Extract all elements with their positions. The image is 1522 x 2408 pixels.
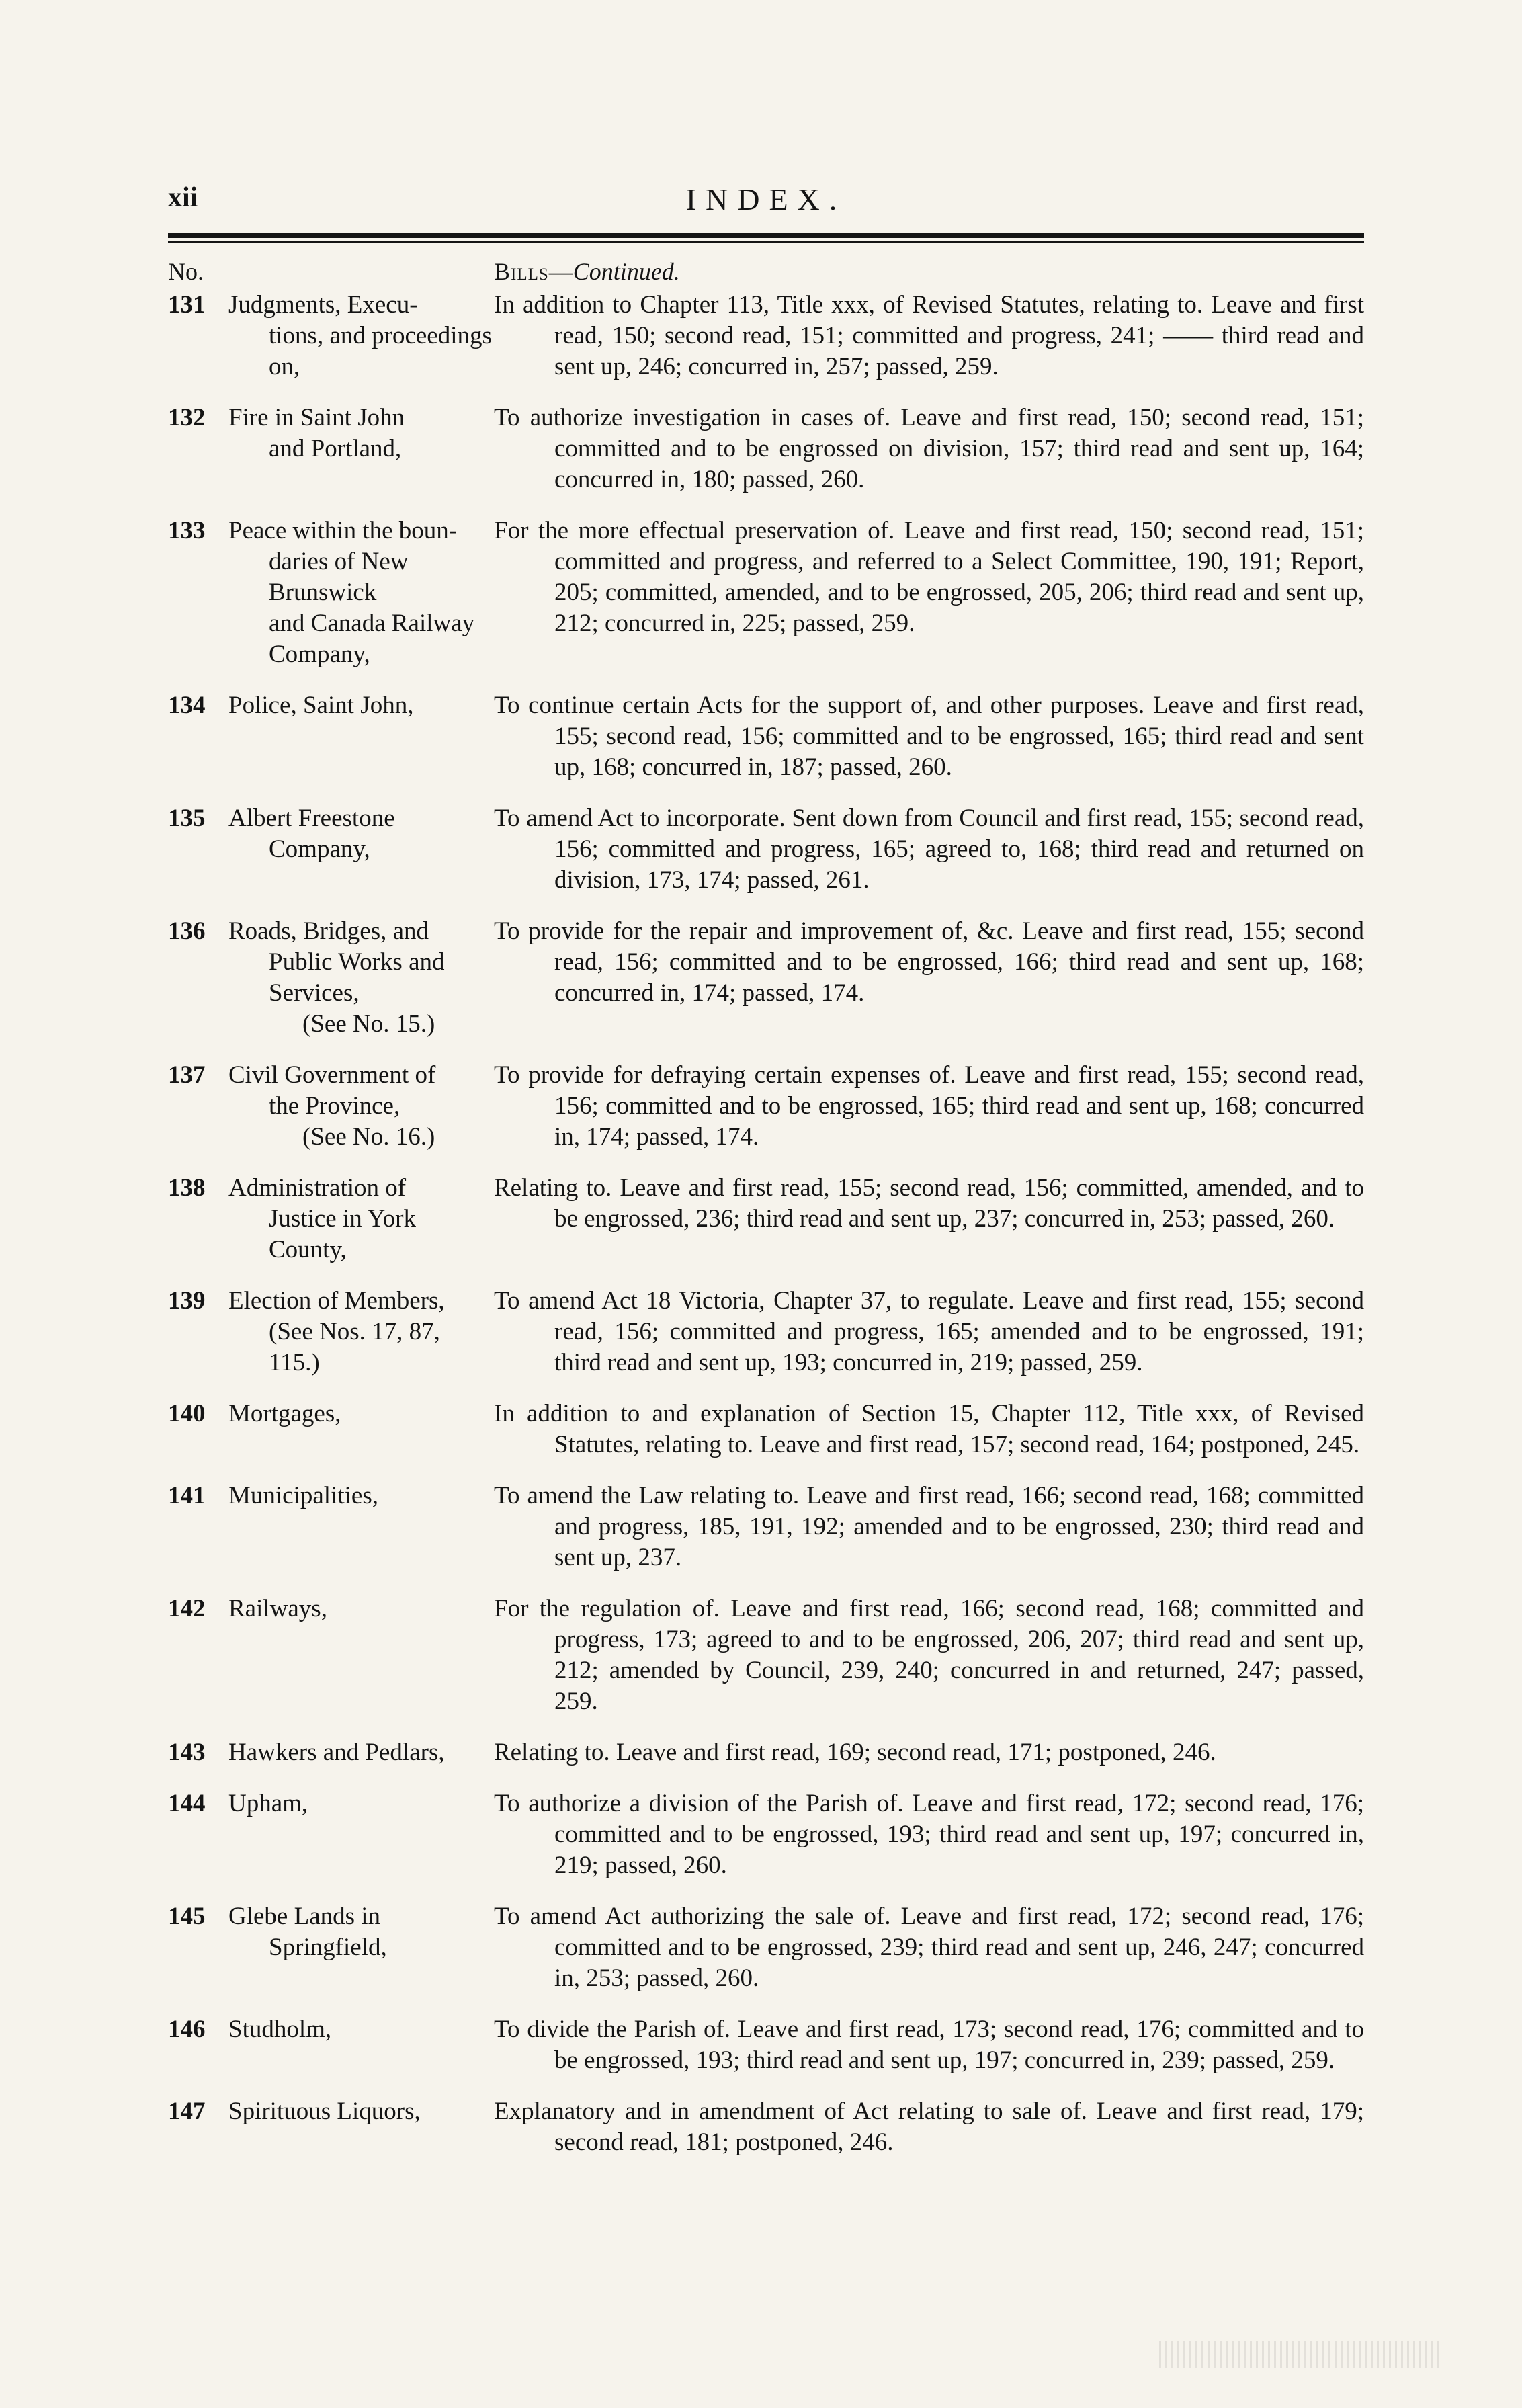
scan-artifact (1159, 2341, 1441, 2368)
bill-subject (228, 916, 494, 1040)
page-number: xii (168, 182, 198, 213)
bill-number: 132 (168, 404, 206, 431)
bill-number: 141 (168, 1482, 206, 1509)
bill-number: 144 (168, 1790, 206, 1817)
bill-subject-line: Railways, (228, 1595, 327, 1622)
bill-proceedings: To amend Act to incorporate. Sent down from Council and first read, 155; second read, 156; committed and progress, 165; agreed to, 168; third read and returned on division, 173, 174; passed, 261. (494, 804, 1364, 894)
bills-label: Bills (494, 258, 549, 285)
bill-subject-line: (See No. 15.) (302, 1010, 435, 1038)
bill-subject-line: Election of Members, (228, 1287, 445, 1315)
bill-proceedings: For the more effectual preservation of. Leave and first read, 150; second read, 151; committed and progress, and referred to a Select Committee, 190, 191; Report, 205; committed, amended, and to be engrossed, 205, 206; third read and sent up, 212; concurred in, 225; passed, 259. (494, 517, 1364, 637)
bill-entries-list (168, 290, 1364, 2158)
bill-subject (228, 1173, 494, 1265)
bill-subject (228, 515, 494, 670)
bill-entry (168, 1173, 1364, 1265)
index-page (168, 181, 1364, 2178)
bill-subject-line: Municipalities, (228, 1482, 378, 1509)
bill-entry (168, 1481, 1364, 1573)
bill-number: 139 (168, 1287, 206, 1315)
bill-subject-line: Company, (269, 835, 370, 863)
column-bills-heading: Bills—Continued. (494, 258, 680, 285)
bill-proceedings: To provide for defraying certain expenses of. Leave and first read, 155; second read, 156; committed and to be engrossed, 165; third read and sent up, 168; concurred in, 174; passed, 174. (494, 1061, 1364, 1151)
bill-subject-line: and Portland, (269, 435, 402, 462)
bill-subject-line: Police, Saint John, (228, 692, 414, 719)
bill-subject (228, 1286, 494, 1378)
column-headings (168, 252, 1364, 290)
bill-entry (168, 515, 1364, 670)
continued-label: Continued. (573, 258, 680, 285)
bill-number: 134 (168, 692, 206, 719)
bill-subject (228, 803, 494, 896)
bill-subject (228, 2096, 494, 2158)
bill-number: 138 (168, 1174, 206, 1202)
bill-number: 147 (168, 2098, 206, 2125)
bill-subject-line: Peace within the boun- (228, 517, 458, 544)
bill-entry (168, 403, 1364, 495)
bill-subject-line: the Province, (269, 1092, 400, 1120)
bill-number: 137 (168, 1061, 206, 1089)
bill-entry (168, 803, 1364, 896)
bill-entry (168, 2014, 1364, 2076)
bill-entry (168, 1788, 1364, 1881)
bill-entry (168, 2096, 1364, 2158)
bill-subject-line: Studholm, (228, 2016, 332, 2043)
bill-proceedings: To divide the Parish of. Leave and first read, 173; second read, 176; committed and to be engrossed, 193; third read and sent up, 197; concurred in, 239; passed, 259. (494, 2016, 1364, 2074)
bill-subject-line: Spirituous Liquors, (228, 2098, 421, 2125)
bill-subject (228, 2014, 494, 2076)
bill-subject (228, 690, 494, 783)
column-no-heading: No. (168, 258, 204, 285)
bill-subject (228, 1481, 494, 1573)
bill-subject (228, 1060, 494, 1153)
bill-proceedings: Explanatory and in amendment of Act relating to sale of. Leave and first read, 179; second read, 181; postponed, 246. (494, 2098, 1364, 2156)
bill-subject-line: Judgments, Execu- (228, 291, 418, 319)
bill-entry (168, 690, 1364, 783)
bill-number: 140 (168, 1400, 206, 1427)
bill-subject-line: Glebe Lands in (228, 1903, 381, 1930)
bill-number: 146 (168, 2016, 206, 2043)
bill-proceedings: For the regulation of. Leave and first read, 166; second read, 168; committed and progress, 173; agreed to and to be engrossed, 206, 207; third read and sent up, 212; amended by Council, 239, 240; concurred in and returned, 247; passed, 259. (494, 1595, 1364, 1715)
bill-proceedings: Relating to. Leave and first read, 155; second read, 156; committed, amended, and to be engrossed, 236; third read and sent up, 237; concurred in, 253; passed, 260. (494, 1174, 1364, 1233)
bill-proceedings: To authorize investigation in cases of. Leave and first read, 150; second read, 151; committed and to be engrossed on division, 157; third read and sent up, 164; concurred in, 180; passed, 260. (494, 404, 1364, 493)
bill-entry (168, 290, 1364, 382)
bill-number: 136 (168, 917, 206, 945)
bill-number: 135 (168, 804, 206, 832)
header-rule-thick (168, 233, 1364, 238)
bill-proceedings: To amend Act 18 Victoria, Chapter 37, to regulate. Leave and first read, 155; second read, 156; committed and progress, 165; amended and to be engrossed, 191; third read and sent up, 193; concurred in, 219; passed, 259. (494, 1287, 1364, 1376)
bill-proceedings: To provide for the repair and improvement of, &c. Leave and first read, 155; second read, 156; committed and to be engrossed, 166; third read and sent up, 168; concurred in, 174; passed, 174. (494, 917, 1364, 1007)
bill-subject-line: Civil Government of (228, 1061, 436, 1089)
bill-subject-line: Services, (269, 979, 360, 1007)
bill-subject (228, 403, 494, 495)
page-header (168, 181, 1364, 229)
bill-subject-line: Public Works and (269, 948, 445, 976)
page-title: INDEX. (685, 182, 847, 216)
bill-proceedings: In addition to and explanation of Section 15, Chapter 112, Title xxx, of Revised Statutes, relating to. Leave and first read, 157; second read, 164; postponed, 245. (494, 1400, 1364, 1458)
bill-subject-line: Hawkers and Pedlars, (228, 1739, 445, 1766)
bill-entry (168, 1060, 1364, 1153)
bill-subject-line: (See Nos. 17, 87, 115.) (269, 1318, 440, 1376)
bill-subject-line: Springfield, (269, 1934, 387, 1961)
bill-subject (228, 1901, 494, 1994)
bill-subject (228, 290, 494, 382)
bill-number: 143 (168, 1739, 206, 1766)
bill-entry (168, 916, 1364, 1040)
bill-subject (228, 1737, 494, 1768)
bill-proceedings: To authorize a division of the Parish of. Leave and first read, 172; second read, 176; committed and to be engrossed, 193; third read and sent up, 197; concurred in, 219; passed, 260. (494, 1790, 1364, 1879)
bill-entry (168, 1399, 1364, 1460)
bill-subject-line: Roads, Bridges, and (228, 917, 429, 945)
bill-subject-line: Upham, (228, 1790, 308, 1817)
bill-subject-line: Albert Freestone (228, 804, 395, 832)
bill-subject-line: Fire in Saint John (228, 404, 405, 431)
bill-proceedings: To amend the Law relating to. Leave and first read, 166; second read, 168; committed and progress, 185, 191, 192; amended and to be engrossed, 230; third read and sent up, 237. (494, 1482, 1364, 1571)
bill-number: 131 (168, 291, 206, 319)
bill-number: 145 (168, 1903, 206, 1930)
bill-subject-line: Justice in York County, (269, 1205, 416, 1263)
bill-subject-line: tions, and proceedings on, (269, 322, 492, 380)
bill-proceedings: To amend Act authorizing the sale of. Leave and first read, 172; second read, 176; committed and to be engrossed, 239; third read and sent up, 246, 247; concurred in, 253; passed, 260. (494, 1903, 1364, 1992)
bill-entry (168, 1286, 1364, 1378)
bill-subject-line: Administration of (228, 1174, 407, 1202)
bill-entry (168, 1593, 1364, 1717)
bill-entry (168, 1737, 1364, 1768)
bill-subject-line: Company, (269, 640, 370, 668)
bill-subject (228, 1399, 494, 1460)
bill-proceedings: To continue certain Acts for the support of, and other purposes. Leave and first read, 155; second read, 156; committed and to be engrossed, 165; third read and sent up, 168; concurred in, 187; passed, 260. (494, 692, 1364, 781)
bill-subject (228, 1788, 494, 1881)
bill-entry (168, 1901, 1364, 1994)
bill-number: 133 (168, 517, 206, 544)
bill-subject-line: (See No. 16.) (302, 1123, 435, 1151)
bill-number: 142 (168, 1595, 206, 1622)
bill-subject-line: Mortgages, (228, 1400, 341, 1427)
bill-proceedings: Relating to. Leave and first read, 169; second read, 171; postponed, 246. (494, 1739, 1216, 1766)
header-rule-thin (168, 241, 1364, 243)
bill-proceedings: In addition to Chapter 113, Title xxx, of Revised Statutes, relating to. Leave and first read, 150; second read, 151; committed and progress, 241; —— third read and sent up, 246; concurred in, 257; passed, 259. (494, 291, 1364, 380)
bill-subject-line: daries of New Brunswick (269, 548, 409, 606)
bill-subject-line: and Canada Railway (269, 610, 475, 637)
bill-subject (228, 1593, 494, 1717)
